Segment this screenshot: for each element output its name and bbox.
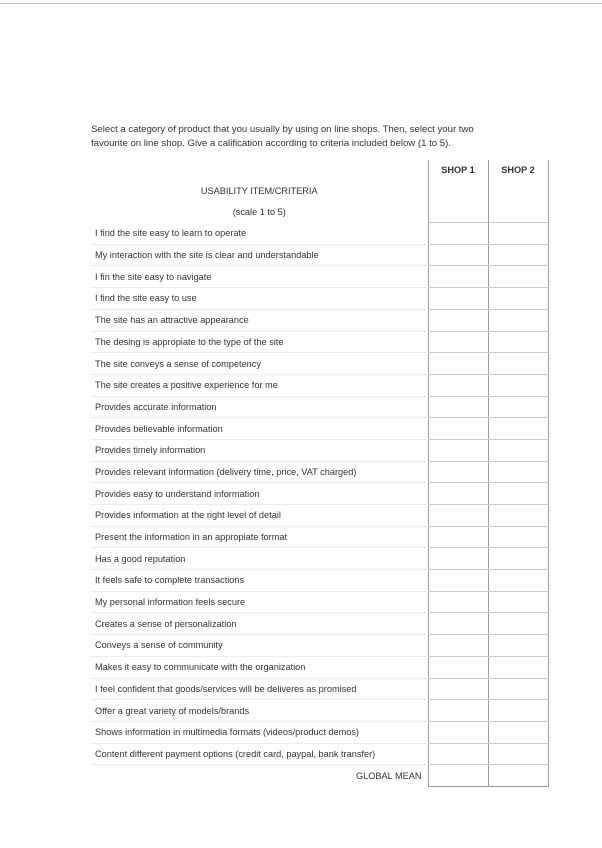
shop-2-score-cell[interactable] <box>488 570 548 592</box>
criteria-label: Provides relevant information (delivery time, price, VAT charged) <box>91 461 428 483</box>
shop-1-score-cell[interactable] <box>428 483 488 505</box>
shop-1-score-cell[interactable] <box>428 374 488 396</box>
column-header-blank <box>91 160 428 181</box>
criteria-row <box>91 548 548 570</box>
shop-1-score-cell[interactable] <box>428 656 488 678</box>
shop-2-global-mean-cell[interactable] <box>488 765 548 787</box>
shop-1-score-cell[interactable] <box>428 635 488 657</box>
criteria-row <box>91 700 548 722</box>
criteria-label: I find the site easy to use <box>91 288 428 310</box>
shop-1-score-cell[interactable] <box>428 288 488 310</box>
criteria-label: The site has an attractive appearance <box>91 309 428 331</box>
criteria-row <box>91 418 548 440</box>
shop-1-score-cell[interactable] <box>428 439 488 461</box>
criteria-row <box>91 331 548 353</box>
criteria-row <box>91 635 548 657</box>
criteria-label: The site creates a positive experience for me <box>91 374 428 396</box>
usability-table <box>91 160 549 787</box>
criteria-label: Present the information in an appropiate format <box>91 526 428 548</box>
shop-2-score-cell[interactable] <box>488 678 548 700</box>
shop-2-score-cell[interactable] <box>488 505 548 527</box>
shop-2-score-cell[interactable] <box>488 526 548 548</box>
criteria-row <box>91 483 548 505</box>
shop-2-score-cell[interactable] <box>488 396 548 418</box>
shop-1-score-cell[interactable] <box>428 353 488 375</box>
shop-1-score-cell[interactable] <box>428 700 488 722</box>
shop-2-score-cell[interactable] <box>488 635 548 657</box>
criteria-label: Conveys a sense of community <box>91 635 428 657</box>
shop-1-global-mean-cell[interactable] <box>428 765 488 787</box>
global-mean-row <box>91 765 548 787</box>
shop-1-score-cell[interactable] <box>428 396 488 418</box>
shop-2-score-cell[interactable] <box>488 288 548 310</box>
shop-2-score-cell[interactable] <box>488 244 548 266</box>
shop-2-score-cell[interactable] <box>488 331 548 353</box>
criteria-row <box>91 353 548 375</box>
shop-2-score-cell[interactable] <box>488 700 548 722</box>
shop-1-score-cell[interactable] <box>428 331 488 353</box>
criteria-row <box>91 309 548 331</box>
shop-1-score-cell[interactable] <box>428 418 488 440</box>
criteria-label: Provides information at the right level of detail <box>91 505 428 527</box>
criteria-row <box>91 678 548 700</box>
criteria-label: Provides accurate information <box>91 396 428 418</box>
shop-2-score-cell[interactable] <box>488 548 548 570</box>
global-mean-label: GLOBAL MEAN <box>355 770 422 781</box>
criteria-row <box>91 396 548 418</box>
criteria-label: Content different payment options (credit card, paypal, bank transfer) <box>91 743 428 765</box>
criteria-header-row <box>91 181 548 202</box>
criteria-row <box>91 591 548 613</box>
criteria-header-scale: (scale 1 to 5) <box>232 206 286 217</box>
criteria-row <box>91 374 548 396</box>
criteria-scale-row <box>91 201 548 222</box>
instructions-line-1: Select a category of product that you usually by using on line shops. Then, select your two <box>91 124 474 135</box>
criteria-label: Shows information in multimedia formats (videos/product demos) <box>91 721 428 743</box>
shop-1-score-cell[interactable] <box>428 266 488 288</box>
shop-2-score-cell[interactable] <box>488 418 548 440</box>
shop-2-score-cell[interactable] <box>488 591 548 613</box>
criteria-row <box>91 526 548 548</box>
shop-1-score-cell[interactable] <box>428 526 488 548</box>
criteria-row <box>91 656 548 678</box>
criteria-header-spacer <box>488 201 548 222</box>
shop-1-score-cell[interactable] <box>428 570 488 592</box>
criteria-label: I feel confident that goods/services will be deliveres as promised <box>91 678 428 700</box>
shop-1-score-cell[interactable] <box>428 461 488 483</box>
shop-2-score-cell[interactable] <box>488 309 548 331</box>
shop-2-score-cell[interactable] <box>488 353 548 375</box>
criteria-row <box>91 613 548 635</box>
criteria-header-spacer <box>428 181 488 202</box>
shop-1-score-cell[interactable] <box>428 721 488 743</box>
shop-1-score-cell[interactable] <box>428 613 488 635</box>
shop-1-score-cell[interactable] <box>428 591 488 613</box>
shop-2-score-cell[interactable] <box>488 656 548 678</box>
shop-2-score-cell[interactable] <box>488 483 548 505</box>
criteria-label: I find the site easy to learn to operate <box>91 223 428 245</box>
criteria-row <box>91 505 548 527</box>
criteria-label: Has a good reputation <box>91 548 428 570</box>
shop-1-score-cell[interactable] <box>428 244 488 266</box>
criteria-row <box>91 721 548 743</box>
criteria-label: Provides timely information <box>91 439 428 461</box>
criteria-label: It feels safe to complete transactions <box>91 570 428 592</box>
shop-2-score-cell[interactable] <box>488 374 548 396</box>
criteria-row <box>91 439 548 461</box>
shop-2-score-cell[interactable] <box>488 223 548 245</box>
criteria-label: My personal information feels secure <box>91 591 428 613</box>
criteria-label: I fin the site easy to navigate <box>91 266 428 288</box>
criteria-header-spacer <box>488 181 548 202</box>
criteria-header-title: USABILITY ITEM/CRITERIA <box>200 186 318 197</box>
column-header-shop-2: SHOP 2 <box>488 160 548 181</box>
criteria-label: The site conveys a sense of competency <box>91 353 428 375</box>
usability-table-container <box>91 160 548 787</box>
shop-2-score-cell[interactable] <box>488 439 548 461</box>
criteria-row <box>91 244 548 266</box>
criteria-header-spacer <box>428 201 488 222</box>
shop-1-score-cell[interactable] <box>428 678 488 700</box>
shop-1-score-cell[interactable] <box>428 223 488 245</box>
shop-1-score-cell[interactable] <box>428 548 488 570</box>
shop-1-score-cell[interactable] <box>428 743 488 765</box>
criteria-row <box>91 266 548 288</box>
column-header-row <box>91 160 548 181</box>
shop-1-score-cell[interactable] <box>428 309 488 331</box>
criteria-row <box>91 570 548 592</box>
shop-2-score-cell[interactable] <box>488 266 548 288</box>
criteria-label: Creates a sense of personalization <box>91 613 428 635</box>
criteria-label: Provides easy to understand information <box>91 483 428 505</box>
column-header-shop-1: SHOP 1 <box>428 160 488 181</box>
criteria-row <box>91 461 548 483</box>
shop-2-score-cell[interactable] <box>488 721 548 743</box>
top-rule <box>0 3 602 4</box>
criteria-row <box>91 288 548 310</box>
criteria-label: My interaction with the site is clear and understandable <box>91 244 428 266</box>
criteria-label: Offer a great variety of models/brands <box>91 700 428 722</box>
instructions-line-2: favourite on line shop. Give a calification according to criteria included below (1 to 5). <box>91 138 451 149</box>
shop-2-score-cell[interactable] <box>488 461 548 483</box>
shop-2-score-cell[interactable] <box>488 743 548 765</box>
instructions <box>91 123 541 151</box>
criteria-label: Makes it easy to communicate with the organization <box>91 656 428 678</box>
shop-2-score-cell[interactable] <box>488 613 548 635</box>
shop-1-score-cell[interactable] <box>428 505 488 527</box>
criteria-row <box>91 743 548 765</box>
criteria-row <box>91 223 548 245</box>
criteria-label: The desing is appropiate to the type of the site <box>91 331 428 353</box>
criteria-label: Provides believable information <box>91 418 428 440</box>
